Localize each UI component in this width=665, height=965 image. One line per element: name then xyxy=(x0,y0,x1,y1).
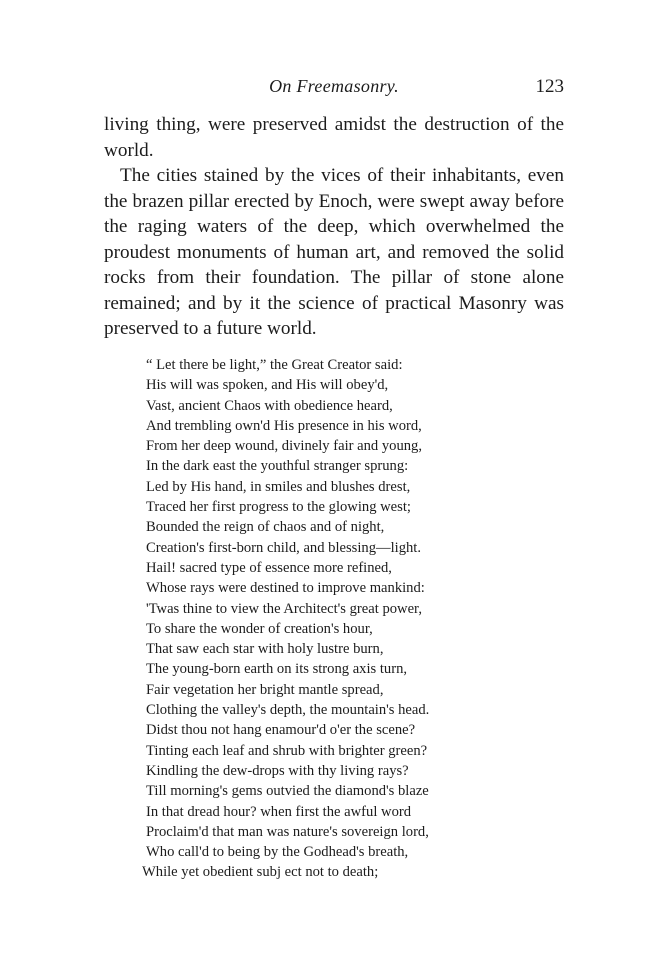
verse-line: Didst thou not hang enamour'd o'er the scene? xyxy=(146,722,416,739)
verse-line: Tinting each leaf and shrub with brighter green? xyxy=(146,742,428,759)
paragraph: The cities stained by the vices of their inhabitants, even the brazen pillar erected by Enoch, were swept away before the raging waters of the deep, which overwhelmed the proudest monuments of human art, and removed the solid rocks from their foundation. The pillar of stone alone remained; and by it the science of practical Masonry was preserved to a future world. xyxy=(104,165,564,339)
verse-line: Kindling the dew-drops with thy living rays? xyxy=(146,762,409,779)
verse-line: That saw each star with holy lustre burn, xyxy=(146,641,384,658)
verse-line: Traced her first progress to the glowing west; xyxy=(146,499,411,516)
verse-line: Led by His hand, in smiles and blushes drest, xyxy=(146,478,411,495)
paragraph: living thing, were preserved amidst the destruction of the world. xyxy=(104,114,564,161)
verse-line: Whose rays were destined to improve mankind: xyxy=(146,580,425,597)
page-number: 123 xyxy=(535,76,564,97)
verse-line: Bounded the reign of chaos and of night, xyxy=(146,519,385,536)
verse-line: While yet obedient subj ect not to death; xyxy=(142,864,379,881)
verse-line: And trembling own'd His presence in his word, xyxy=(146,417,422,434)
verse-line: In that dread hour? when first the awful word xyxy=(146,803,412,820)
verse-line: The young-born earth on its strong axis turn, xyxy=(146,661,408,678)
verse-line: Creation's first-born child, and blessing—light. xyxy=(146,539,422,556)
verse-line: Vast, ancient Chaos with obedience heard, xyxy=(146,397,393,414)
prose-block xyxy=(104,112,564,342)
verse-line: “ Let there be light,” the Great Creator said: xyxy=(146,357,403,373)
verse-line: Fair vegetation her bright mantle spread, xyxy=(146,681,384,698)
verse-line: Clothing the valley's depth, the mountain's head. xyxy=(146,702,430,719)
running-title: On Freemasonry. xyxy=(269,76,399,96)
verse-line: Proclaim'd that man was nature's sovereign lord, xyxy=(146,823,429,840)
verse-line: In the dark east the youthful stranger sprung: xyxy=(146,458,409,475)
verse-line: Hail! sacred type of essence more refined, xyxy=(146,559,392,576)
verse-line: Who call'd to being by the Godhead's breath, xyxy=(146,844,409,861)
verse-line: 'Twas thine to view the Architect's great power, xyxy=(146,600,422,617)
poem-block xyxy=(142,355,546,883)
verse-line: Till morning's gems outvied the diamond's blaze xyxy=(146,783,429,800)
verse-line: From her deep wound, divinely fair and young, xyxy=(146,438,423,455)
verse-line: His will was spoken, and His will obey'd, xyxy=(146,377,389,394)
verse-line: To share the wonder of creation's hour, xyxy=(146,620,373,637)
running-head xyxy=(104,76,564,100)
